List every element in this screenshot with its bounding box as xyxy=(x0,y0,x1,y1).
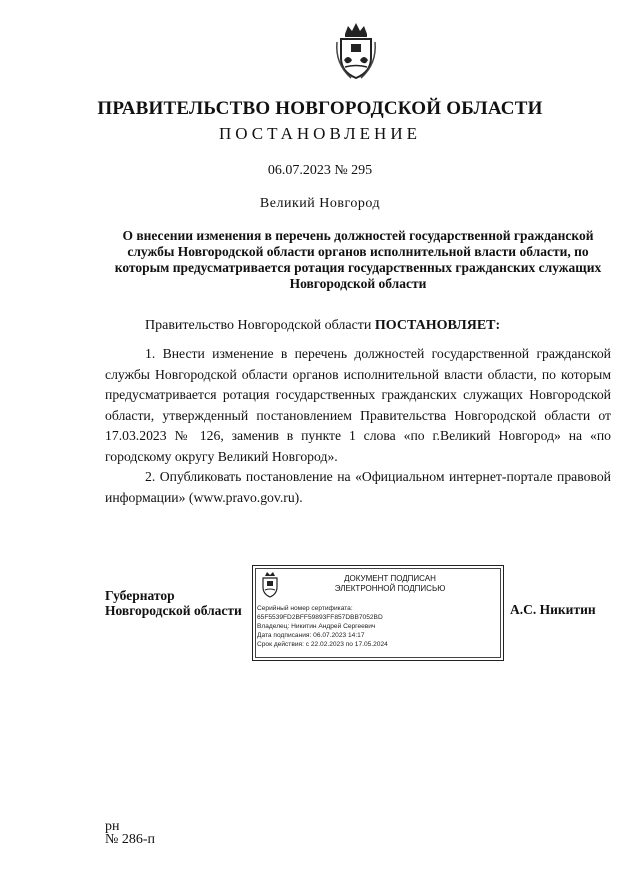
stamp-emblem-icon xyxy=(259,570,281,598)
position-line-1: Губернатор xyxy=(105,588,175,603)
intro-line xyxy=(145,318,500,334)
signatory-name: А.С. Никитин xyxy=(510,602,596,617)
document-type: ПОСТАНОВЛЕНИЕ xyxy=(218,124,421,143)
stamp-details xyxy=(257,604,497,649)
document-body xyxy=(105,344,611,508)
stamp-title-line-1: ДОКУМЕНТ ПОДПИСАН xyxy=(344,574,436,583)
stamp-validity: Срок действия: с 22.02.2023 по 17.05.2024 xyxy=(257,641,388,648)
government-name: ПРАВИТЕЛЬСТВО НОВГОРОДСКОЙ ОБЛАСТИ xyxy=(97,98,543,119)
stamp-serial: 65F5539FD2BFF59893FF857DBB7052BD xyxy=(257,614,383,621)
footer-initials: рн xyxy=(105,819,120,834)
intro-keyword: ПОСТАНОВЛЯЕТ: xyxy=(374,318,501,333)
stamp-title xyxy=(285,574,495,594)
stamp-serial-label: Серийный номер сертификата: xyxy=(257,605,353,612)
paragraph-1: 1. Внести изменение в перечень должностей государственной гражданской службы Новгородской области органов исполнительной власти области, по которым предусматривается ротация государственных гражданских служащих Новгородской области, утвержденный постановлением Правительства Новгородской области от 17.03.2023 № 126, заменив в пункте 1 слова «по г.Великий Новгород» на «по городскому округу Великий Новгород». xyxy=(105,346,611,464)
signatory-position xyxy=(105,588,242,618)
position-line-2: Новгородской области xyxy=(105,603,242,618)
intro-text: Правительство Новгородской области xyxy=(145,318,375,333)
stamp-signed-date: Дата подписания: 06.07.2023 14:17 xyxy=(257,632,365,639)
footer-reference xyxy=(105,820,155,846)
footer-number: № 286-п xyxy=(105,832,156,847)
date-and-number: 06.07.2023 № 295 xyxy=(267,163,373,178)
stamp-owner: Владелец: Никитин Андрей Сергеевич xyxy=(257,623,376,630)
paragraph-2: 2. Опубликовать постановление на «Официальном интернет-портале правовой информации» (www.pravo.gov.ru). xyxy=(105,469,611,505)
document-subject: О внесении изменения в перечень должностей государственной гражданской службы Новгородской области органов исполнительной власти области, по которым предусматривается ротация государственных гражданских служащих Новгородской области xyxy=(114,228,602,291)
coat-of-arms-emblem xyxy=(333,20,379,82)
electronic-signature-stamp xyxy=(252,565,504,661)
city-name: Великий Новгород xyxy=(259,196,381,211)
stamp-title-line-2: ЭЛЕКТРОННОЙ ПОДПИСЬЮ xyxy=(334,584,446,593)
